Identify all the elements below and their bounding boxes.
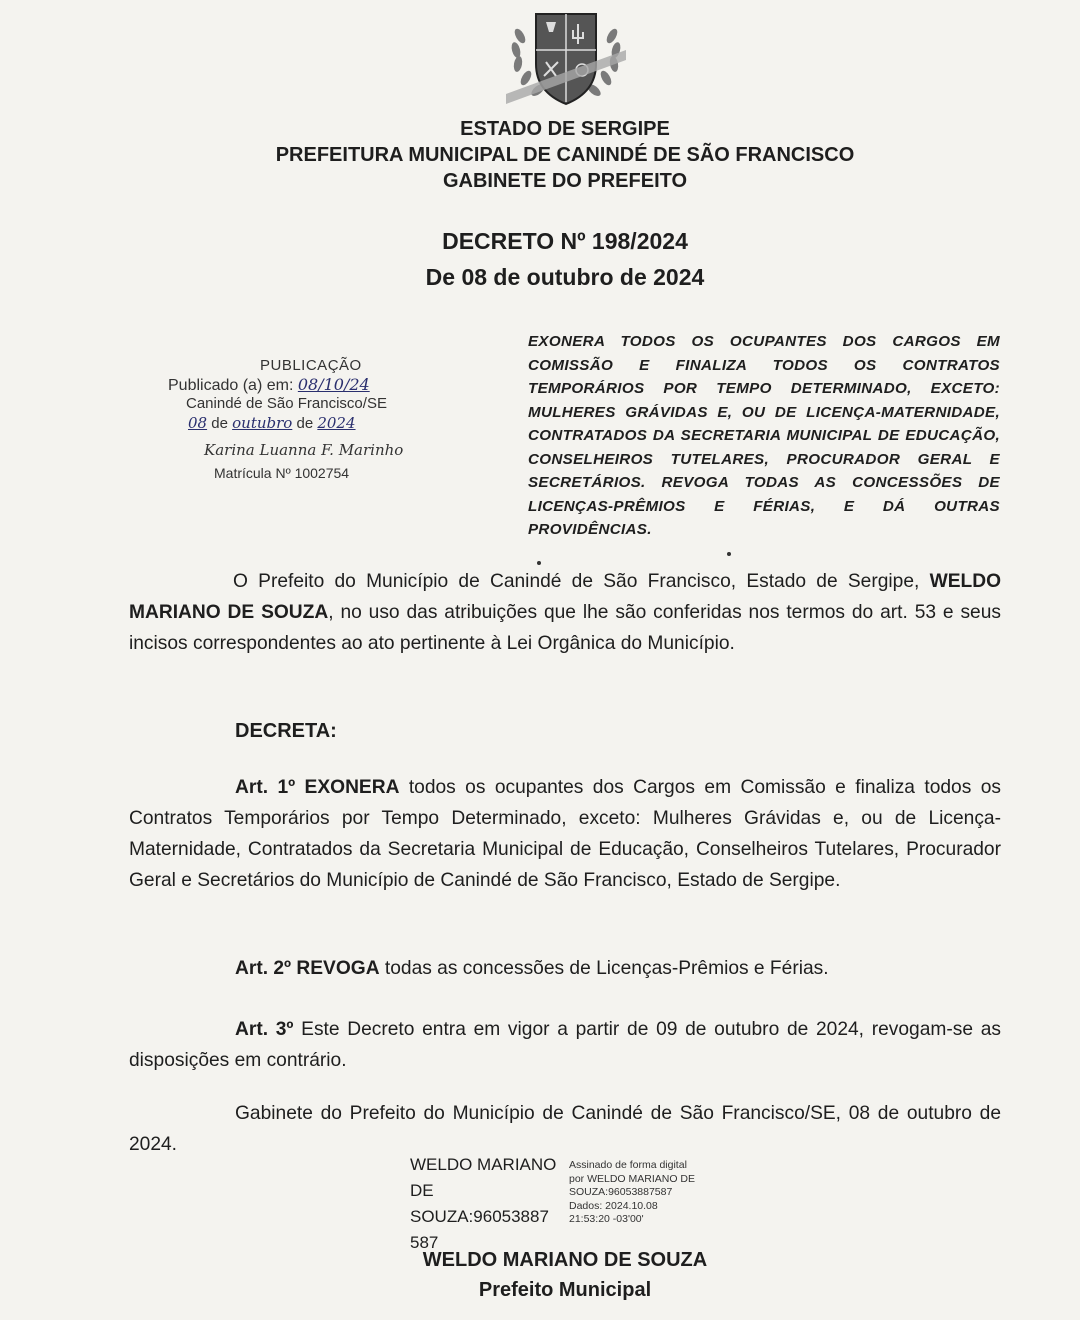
preamble-start: O Prefeito do Município de Canindé de São Francisco, Estado de Sergipe, — [233, 571, 920, 592]
art2-text: todas as concessões de Licenças-Prêmios e Férias. — [379, 958, 829, 979]
signer-role: Prefeito Municipal — [478, 1279, 652, 1301]
stamp-month: outubro — [232, 414, 293, 432]
decree-summary: EXONERA TODOS OS OCUPANTES DOS CARGOS EM COMISSÃO E FINALIZA TODOS OS CONTRATOS TEMPORÁRIOS POR TEMPO DETERMINADO, EXCETO: MULHERES GRÁVIDAS E, OU DE LICENÇA-MATERNIDADE, CONTRATADOS DA SECRETARIA MUNICIPAL DE EDUCAÇÃO, CONSELHEIROS TUTELARES, PROCURADOR GERAL E SECRETÁRIOS. REVOGA TODAS AS CONCESSÕES DE LICENÇAS-PRÊMIOS E FÉRIAS, E DÁ OUTRAS PROVIDÊNCIAS. — [528, 333, 1000, 538]
municipality-heading: PREFEITURA MUNICIPAL DE CANINDÉ DE SÃO FRANCISCO — [275, 144, 855, 166]
coat-of-arms-icon — [506, 6, 626, 112]
stamp-published-line — [168, 375, 370, 395]
signer-name: WELDO MARIANO DE SOUZA — [422, 1249, 708, 1271]
stamp-date-line — [188, 414, 356, 432]
preamble-end: , no uso das atribuições que lhe são conferidas nos termos do art. 53 e seus incisos correspondentes ao ato pertinente à Lei Orgânica do Município. — [129, 602, 1001, 654]
article-2 — [129, 953, 1001, 984]
art2-label: Art. 2º — [235, 958, 292, 979]
stamp-title: PUBLICAÇÃO — [260, 357, 362, 374]
state-heading: ESTADO DE SERGIPE — [460, 118, 670, 140]
speck — [727, 552, 731, 556]
stamp-published-date: 08/10/24 — [297, 375, 370, 394]
stamp-place: Canindé de São Francisco/SE — [186, 395, 387, 412]
decree-date: De 08 de outubro de 2024 — [425, 264, 705, 290]
preamble-paragraph — [129, 566, 1001, 659]
art1-verb: EXONERA — [304, 777, 400, 798]
sig-line4: 587 — [410, 1233, 439, 1252]
digital-signature-details — [569, 1159, 729, 1227]
sig-digital4: Dados: 2024.10.08 — [569, 1199, 658, 1212]
stamp-de1: de — [211, 415, 228, 432]
sig-digital3: SOUZA:96053887587 — [569, 1186, 673, 1198]
office-heading: GABINETE DO PREFEITO — [442, 170, 688, 192]
sig-digital1: Assinado de forma digital — [569, 1159, 687, 1171]
stamp-name: Karina Luanna F. Marinho — [204, 441, 404, 459]
art3-label: Art. 3º — [235, 1019, 294, 1040]
stamp-year: 2024 — [317, 414, 356, 432]
art1-label: Art. 1º — [235, 777, 296, 798]
mayor-name: WELDO MARIANO DE SOUZA — [129, 571, 1001, 623]
sig-digital5: 21:53:20 -03'00' — [569, 1213, 644, 1225]
stamp-day: 08 — [188, 414, 208, 432]
article-3 — [129, 1014, 1001, 1076]
art3-text: Este Decreto entra em vigor a partir de 09 de outubro de 2024, revogam-se as disposições em contrário. — [129, 1019, 1001, 1071]
stamp-registration: Matrícula Nº 1002754 — [214, 465, 350, 481]
closing-paragraph: Gabinete do Prefeito do Município de Canindé de São Francisco/SE, 08 de outubro de 2024. — [129, 1103, 1001, 1155]
sig-digital2: por WELDO MARIANO DE — [569, 1172, 696, 1185]
sig-line1: WELDO MARIANO — [410, 1155, 557, 1174]
speck — [537, 561, 541, 565]
art2-verb: REVOGA — [296, 958, 380, 979]
stamp-published-label: Publicado (a) em: — [168, 377, 294, 394]
stamp-de2: de — [296, 415, 314, 432]
art1-text: todos os ocupantes dos Cargos em Comissão e finaliza todos os Contratos Temporários por Tempo Determinado, exceto: Mulheres Grávidas e, ou de Licença-Maternidade, Contratados da Secretaria Municipal de Educação, Conselheiros Tutelares, Procurador Geral e Secretários do Município de Canindé de São Francisco, Estado de Sergipe. — [129, 777, 1001, 891]
decreta-heading: DECRETA: — [235, 720, 337, 742]
digital-signature-name — [410, 1152, 570, 1256]
sig-line2: DE — [410, 1181, 434, 1200]
article-1 — [129, 772, 1001, 896]
sig-line3: SOUZA:96053887 — [410, 1207, 549, 1226]
decree-number: DECRETO Nº 198/2024 — [442, 228, 688, 254]
